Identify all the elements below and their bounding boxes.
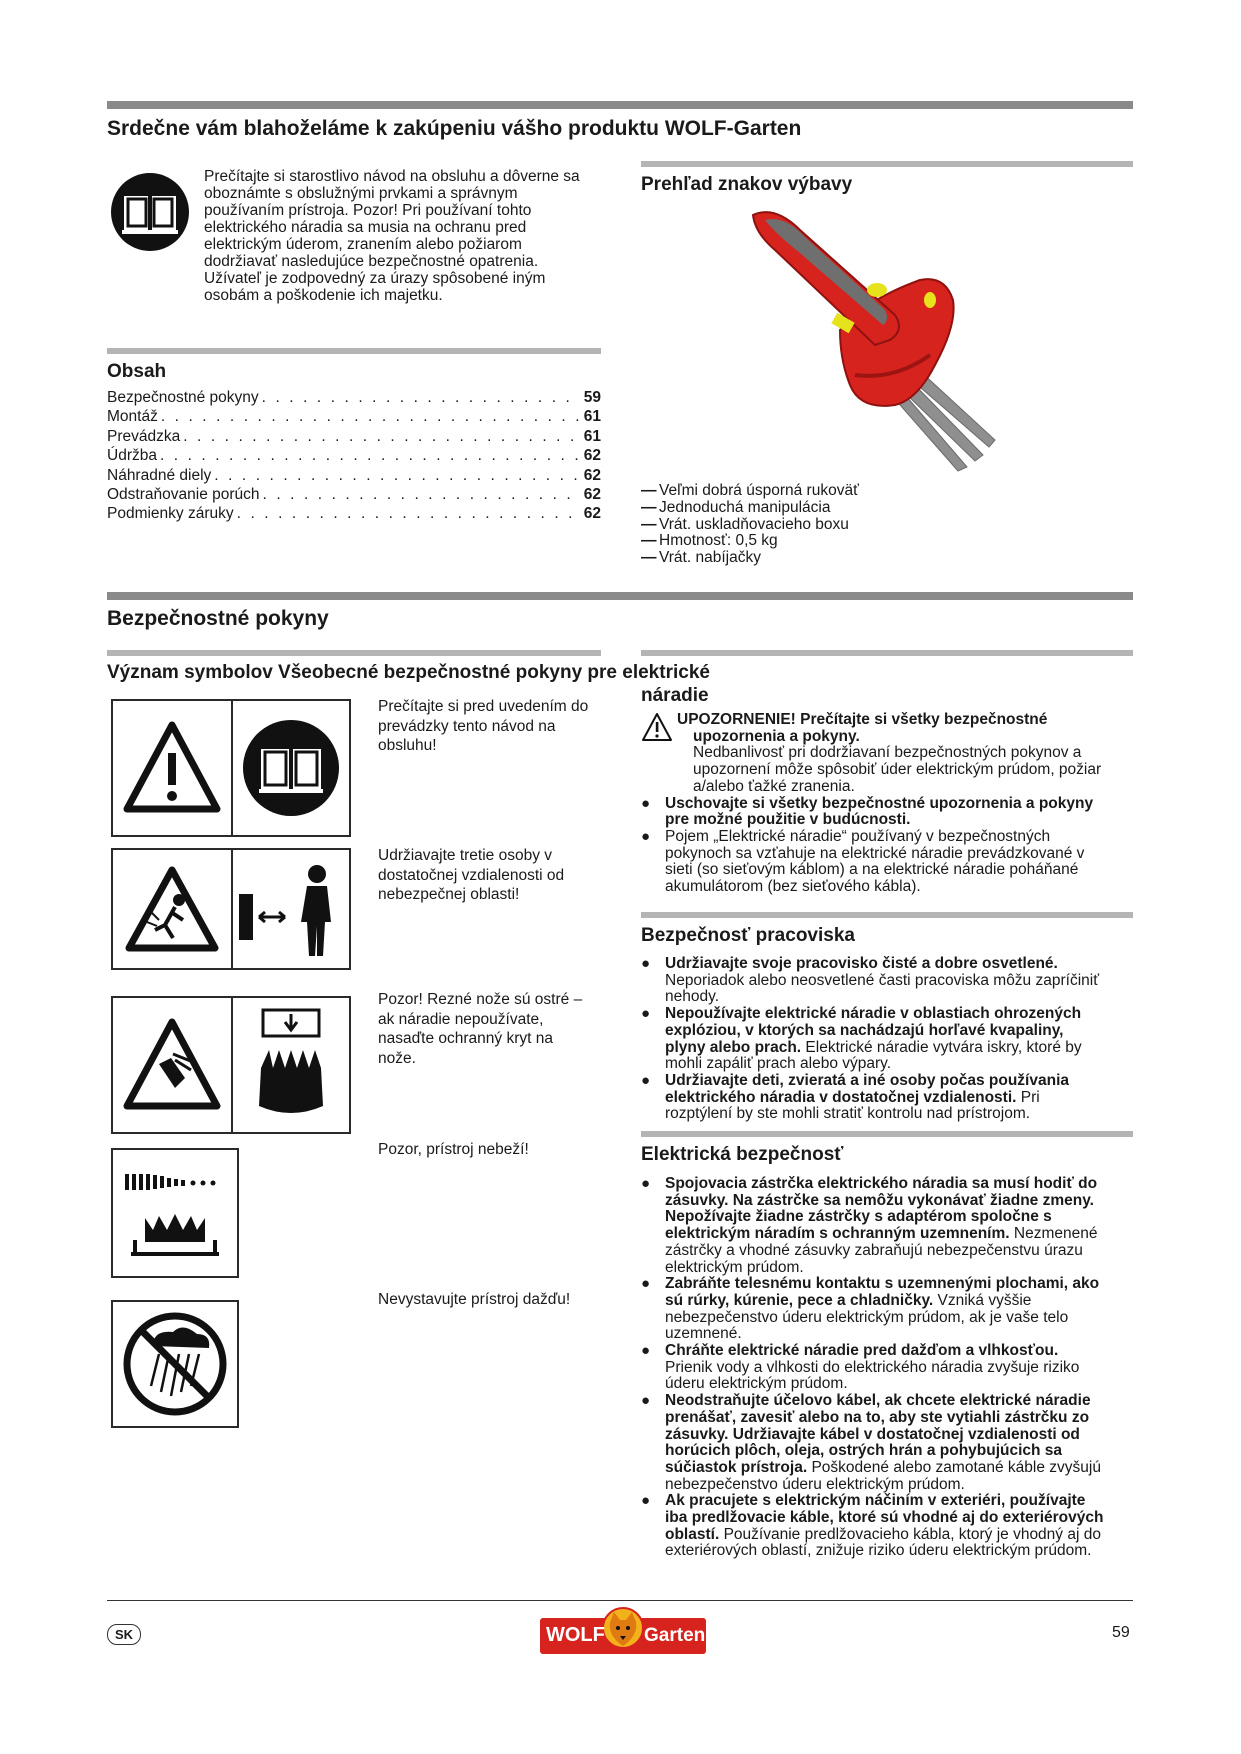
logo-wolf-text: WOLF [546, 1624, 605, 1646]
list-item: ● Spojovacia zástrčka elektrického náradia sa musí hodiť do [641, 1175, 1098, 1192]
workplace-list: ● Udržiavajte svoje pracovisko čisté a dobre osvetlené. Neporiadok alebo neosvetlené časti pracoviska môžu zapríčiniť nehody. ● Nepoužívajte elektrické náradie v oblastiach ohrozených explóziou, v ktorých sa nachádzajú horľavé kvapaliny, plyny alebo prach. Elektrické náradie vytvára iskry, ktoré by mohli zapáliť prach alebo výpary. ● Udržiavajte deti, zvieratá a iné osoby počas používania elektrického náradia v dostatočnej vzdialenosti. Pri rozptýlení by ste mohli stratiť kontrolu nad prístrojom. [641, 956, 1137, 1123]
product-image [745, 205, 1015, 475]
page-number: 59 [1112, 1624, 1130, 1641]
toc-item[interactable]: Montáž . . . 61 [107, 407, 601, 426]
language-badge: SK [107, 1624, 141, 1645]
footer-rule [107, 1600, 1133, 1601]
list-item: ● Nepoužívajte elektrické náradie v oblastiach ohrozených [641, 1005, 1082, 1023]
list-item: ● Zabráňte telesnému kontaktu s uzemnenými plochami, ako [641, 1275, 1100, 1293]
electrical-list: ● Spojovacia zástrčka elektrického náradia sa musí hodiť do zásuvky. Na zástrčke sa nemôžu vykonávať žiadne zmeny. Nepožívajte žiadne zástrčky s adaptérom spoločne s elektrickým náradím s ochranným uzemnením. Nezmenené zástrčky a vhodné zásuvky zabraňujú nebezpečenstvu úrazu elektrickým prúdom. ● Zabráňte telesnému kontaktu s uzemnenými plochami, ako sú rúrky, kúrenie, pece a chladničky. Vzniká vyššie nebezpečenstvo úderu elektrickým prúdom, ak je vaše telo uzemnené. ● Chráňte elektrické náradie pred dažďom a vlhkosťou. Prienik vody a vlhkosti do elektrického náradia zvyšuje riziko úderu elektrickým prúdom. ● Neodstraňujte účelovo kábel, ak chcete elektrické náradie prenášať, zavesiť alebo na to, aby ste vytiahli zástrčku zo zásuvky. Udržiavajte kábel v dostatočnej vzdialenosti od horúcich plôch, oleja, ostrých hrán a pohybujúcich sa súčiastok prístroja. Poškodené alebo zamotané káble zvyšujú nebezpečenstvo úderu elektrickým prúdom. ● Ak pracujete s elektrickým náčiním v exteriéri, používajte iba predlžovacie káble, ktoré sú vhodné aj do exteriérových oblastí. Používanie predlžovacieho kábla, ktorý je vhodný aj do exteriérových oblastí, znižuje riziko úderu elektrickým prúdom. [641, 1176, 1137, 1560]
manual-book-icon [233, 701, 349, 835]
safety-rule [107, 592, 1133, 600]
equipment-title: Prehľad znakov výbavy [641, 174, 853, 195]
list-item: ● Pojem „Elektrické náradie“ používaný v bezpečnostných [641, 827, 1051, 845]
top-rule [107, 101, 1133, 109]
symbol-box [111, 1148, 239, 1278]
cutting-hand-warning-icon [113, 998, 233, 1132]
workplace-title: Bezpečnosť pracoviska [641, 925, 855, 946]
symbol-description: Pozor, prístroj nebeží! [378, 1141, 529, 1158]
list-item: ● Udržiavajte svoje pracovisko čisté a dobre osvetlené. [641, 955, 1058, 972]
warning-icon [113, 701, 233, 835]
toc-item[interactable]: Bezpečnostné pokyny . . . 59 [107, 388, 601, 407]
contents-title: Obsah [107, 361, 167, 382]
wolf-garten-logo [540, 1606, 706, 1658]
symbol-box [111, 848, 351, 970]
running-down-icon [113, 1150, 237, 1276]
symbols-rule [107, 650, 601, 656]
list-item: ● Uschovajte si všetky bezpečnostné upozornenia a pokyny [641, 794, 1094, 812]
general-rule [641, 650, 1133, 656]
toc-item[interactable]: Prevádzka . . . 61 [107, 427, 601, 446]
list-item: ● Ak pracujete s elektrickým náčiním v exteriéri, používajte [641, 1492, 1086, 1510]
list-item: ● Neodstraňujte účelovo kábel, ak chcete elektrické náradie [641, 1392, 1091, 1410]
contents-rule [107, 348, 601, 354]
logo-garten-text: Garten [644, 1625, 706, 1646]
symbol-box [111, 699, 351, 837]
symbol-box [111, 1300, 239, 1428]
symbols-title-cont: náradie [641, 685, 709, 706]
list-item: — Vrát. uskladňovacieho boxu [641, 517, 1001, 534]
list-item: — Veľmi dobrá úsporná rukoväť [641, 483, 1001, 500]
symbol-description: Udržiavajte tretie osoby v dostatočnej vzdialenosti od nebezpečnej oblasti! [378, 847, 565, 904]
list-item: ● Chráňte elektrické náradie pred dažďom a vlhkosťou. [641, 1342, 1059, 1360]
workplace-rule [641, 912, 1133, 918]
page-title: Srdečne vám blahoželáme k zakúpeniu vášho produktu WOLF-Garten [107, 117, 802, 140]
list-item: — Jednoduchá manipulácia [641, 500, 1001, 517]
symbol-description: Pozor! Rezné nože sú ostré – ak náradie nepoužívate, nasaďte ochranný kryt na nože. [378, 991, 583, 1067]
general-warning: UPOZORNENIE! Prečítajte si všetky bezpečnostné upozornenia a pokyny. Nedbanlivosť pri dodržiavaní bezpečnostných pokynov a upozornení môže spôsobiť úder elektrickým prúdom, požiar a/alebo ťažké zranenia. ● Uschovajte si všetky bezpečnostné upozornenia a pokyny pre možné použitie v budúcnosti. ● Pojem „Elektrické náradie“ používaný v bezpečnostných pokynoch sa vzťahuje na elektrické náradie prevádzkované v sieti (so sieťovým káblom) a na elektrické náradie poháňané akumulátorom (bez sieťového kábla). [641, 712, 1137, 896]
symbol-description: Prečítajte si pred uvedením do prevádzky tento návod na obsluhu! [378, 698, 589, 755]
table-of-contents [107, 388, 601, 524]
electrical-title: Elektrická bezpečnosť [641, 1144, 844, 1165]
list-item: — Hmotnosť: 0,5 kg [641, 533, 1001, 550]
feature-list [641, 483, 1001, 567]
symbol-box [111, 996, 351, 1134]
safety-title: Bezpečnostné pokyny [107, 607, 329, 630]
symbol-description: Nevystavujte prístroj dažďu! [378, 1291, 571, 1308]
toc-item[interactable]: Náhradné diely . . . 62 [107, 466, 601, 485]
thrown-objects-warning-icon [113, 850, 233, 968]
blade-cover-icon [233, 998, 349, 1132]
toc-item[interactable]: Podmienky záruky . . . 62 [107, 504, 601, 523]
manual-book-icon [110, 172, 190, 252]
equipment-rule [641, 161, 1133, 167]
list-item: ● Udržiavajte deti, zvieratá a iné osoby počas používania [641, 1071, 1069, 1089]
no-rain-icon [113, 1302, 237, 1426]
list-item: — Vrát. nabíjačky [641, 550, 1001, 567]
symbols-title: Význam symbolov Všeobecné bezpečnostné pokyny pre elektrické [107, 662, 710, 683]
toc-item[interactable]: Odstraňovanie porúch . . . 62 [107, 485, 601, 504]
electrical-rule [641, 1131, 1133, 1137]
toc-item[interactable]: Údržba . . . 62 [107, 446, 601, 465]
intro-text: Prečítajte si starostlivo návod na obsluhu a dôverne sa oboznámte s obslužnými prvkami a správnym používaním prístroja. Pozor! Pri používaní tohto elektrického náradia sa musia na ochranu pred elektrickým úderom, zranením alebo požiarom dodržiavať nasledujúce bezpečnostné opatrenia. Užívateľ je zodpovedný za úrazy spôsobené iným osobám a poškodenie ich majetku. [204, 168, 580, 304]
keep-distance-icon [233, 850, 349, 968]
